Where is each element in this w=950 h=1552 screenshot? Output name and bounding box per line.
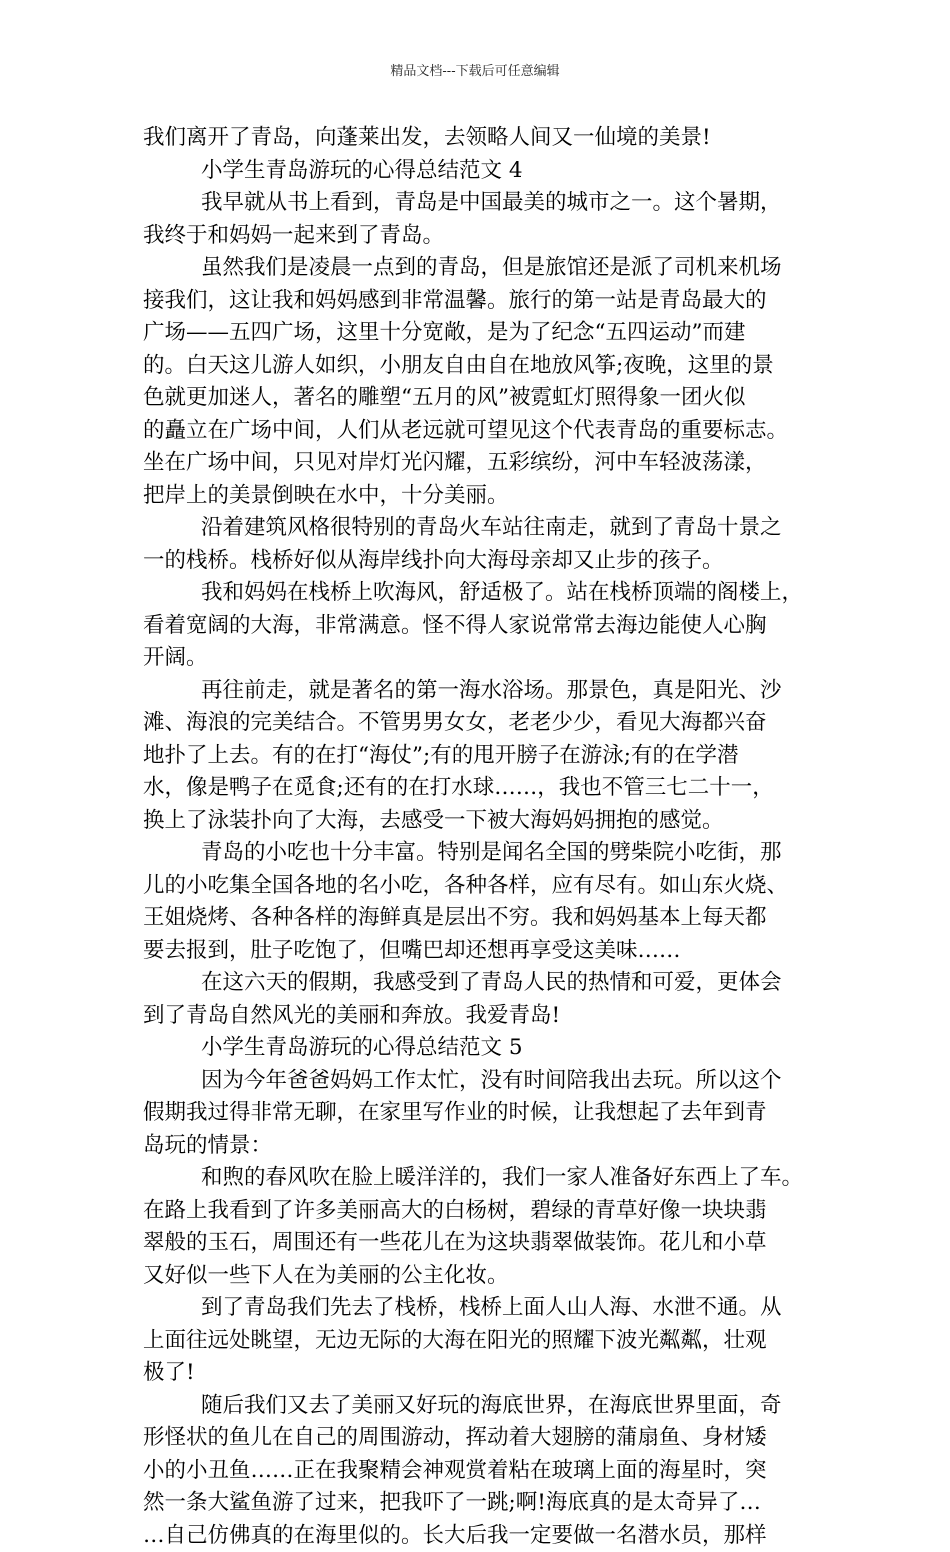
- text-line: 到了青岛我们先去了栈桥，栈桥上面人山人海、水泄不通。从: [143, 1292, 833, 1325]
- text-line: 我们离开了青岛，向蓬莱出发，去领略人间又一仙境的美景!: [143, 122, 833, 155]
- text-line: 的矗立在广场中间，人们从老远就可望见这个代表青岛的重要标志。: [143, 415, 833, 448]
- text-line: 一的栈桥。栈桥好似从海岸线扑向大海母亲却又止步的孩子。: [143, 545, 833, 578]
- text-line: 要去报到，肚子吃饱了，但嘴巴却还想再享受这美味……: [143, 935, 833, 968]
- text-line: 看着宽阔的大海，非常满意。怪不得人家说常常去海边能使人心胸: [143, 610, 833, 643]
- text-line: 然一条大鲨鱼游了过来，把我吓了一跳;啊!海底真的是太奇异了…: [143, 1487, 833, 1520]
- text-line: 随后我们又去了美丽又好玩的海底世界，在海底世界里面，奇: [143, 1390, 833, 1423]
- text-line: 再往前走，就是著名的第一海水浴场。那景色，真是阳光、沙: [143, 675, 833, 708]
- text-line: 我和妈妈在栈桥上吹海风，舒适极了。站在栈桥顶端的阁楼上，: [143, 577, 833, 610]
- text-line: 滩、海浪的完美结合。不管男男女女，老老少少，看见大海都兴奋: [143, 707, 833, 740]
- text-line: 广场——五四广场，这里十分宽敞，是为了纪念“五四运动”而建: [143, 317, 833, 350]
- text-line: 我终于和妈妈一起来到了青岛。: [143, 220, 833, 253]
- text-line: 我早就从书上看到，青岛是中国最美的城市之一。这个暑期，: [143, 187, 833, 220]
- text-line: 沿着建筑风格很特别的青岛火车站往南走，就到了青岛十景之: [143, 512, 833, 545]
- text-line: 上面往远处眺望，无边无际的大海在阳光的照耀下波光粼粼，壮观: [143, 1325, 833, 1358]
- text-line: 王姐烧烤、各种各样的海鲜真是层出不穷。我和妈妈基本上每天都: [143, 902, 833, 935]
- text-line: 开阔。: [143, 642, 833, 675]
- text-line: 小学生青岛游玩的心得总结范文 5: [143, 1032, 833, 1065]
- text-line: 和煦的春风吹在脸上暖洋洋的，我们一家人准备好东西上了车。: [143, 1162, 833, 1195]
- text-line: 虽然我们是凌晨一点到的青岛，但是旅馆还是派了司机来机场: [143, 252, 833, 285]
- text-line: 假期我过得非常无聊，在家里写作业的时候，让我想起了去年到青: [143, 1097, 833, 1130]
- text-line: 把岸上的美景倒映在水中，十分美丽。: [143, 480, 833, 513]
- text-line: 因为今年爸爸妈妈工作太忙，没有时间陪我出去玩。所以这个: [143, 1065, 833, 1098]
- text-line: 小学生青岛游玩的心得总结范文 4: [143, 155, 833, 188]
- text-line: 极了!: [143, 1357, 833, 1390]
- document-body: [143, 122, 833, 1552]
- text-line: 接我们，这让我和妈妈感到非常温馨。旅行的第一站是青岛最大的: [143, 285, 833, 318]
- text-line: 儿的小吃集全国各地的名小吃，各种各样，应有尽有。如山东火烧、: [143, 870, 833, 903]
- text-line: 形怪状的鱼儿在自己的周围游动，挥动着大翅膀的蒲扇鱼、身材矮: [143, 1422, 833, 1455]
- text-line: 在这六天的假期，我感受到了青岛人民的热情和可爱，更体会: [143, 967, 833, 1000]
- text-line: 翠般的玉石，周围还有一些花儿在为这块翡翠做装饰。花儿和小草: [143, 1227, 833, 1260]
- text-line: 的。白天这儿游人如织，小朋友自由自在地放风筝;夜晚，这里的景: [143, 350, 833, 383]
- text-line: 到了青岛自然风光的美丽和奔放。我爱青岛!: [143, 1000, 833, 1033]
- text-line: …自己仿佛真的在海里似的。长大后我一定要做一名潜水员，那样: [143, 1520, 833, 1552]
- text-line: 在路上我看到了许多美丽高大的白杨树，碧绿的青草好像一块块翡: [143, 1195, 833, 1228]
- text-line: 岛玩的情景：: [143, 1130, 833, 1163]
- text-line: 水，像是鸭子在觅食;还有的在打水球……，我也不管三七二十一，: [143, 772, 833, 805]
- text-line: 地扑了上去。有的在打“海仗”;有的甩开膀子在游泳;有的在学潜: [143, 740, 833, 773]
- text-line: 色就更加迷人，著名的雕塑“五月的风”被霓虹灯照得象一团火似: [143, 382, 833, 415]
- text-line: 换上了泳装扑向了大海，去感受一下被大海妈妈拥抱的感觉。: [143, 805, 833, 838]
- text-line: 青岛的小吃也十分丰富。特别是闻名全国的劈柴院小吃街，那: [143, 837, 833, 870]
- text-line: 又好似一些下人在为美丽的公主化妆。: [143, 1260, 833, 1293]
- text-line: 小的小丑鱼……正在我聚精会神观赏着粘在玻璃上面的海星时，突: [143, 1455, 833, 1488]
- page-header: 精品文档---下载后可任意编辑: [0, 63, 950, 81]
- text-line: 坐在广场中间，只见对岸灯光闪耀，五彩缤纷，河中车轻波荡漾，: [143, 447, 833, 480]
